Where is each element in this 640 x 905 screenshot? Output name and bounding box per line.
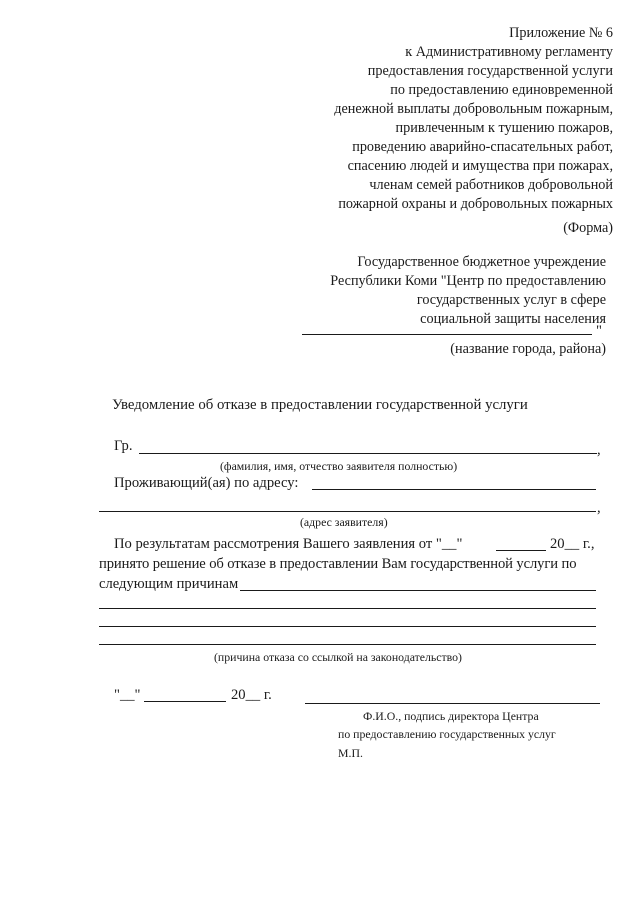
appendix-line: привлеченным к тушению пожаров, [395,120,613,136]
decision-line1: По результатам рассмотрения Вашего заявления от "__" [114,536,463,552]
appendix-line: пожарной охраны и добровольных пожарных [338,196,613,212]
appendix-number: Приложение № 6 [509,25,613,41]
citizen-caption: (фамилия, имя, отчество заявителя полностью) [220,459,458,473]
address-comma: , [597,500,601,516]
addressee-line: Государственное бюджетное учреждение [357,254,606,270]
decision-line3: следующим причинам [99,576,239,592]
appendix-line: по предоставлению единовременной [390,82,613,98]
director-caption: Ф.И.О., подпись директора Центра [363,709,539,723]
appendix-line: денежной выплаты добровольным пожарным, [334,101,613,117]
appendix-line: к Административному регламенту [405,44,613,60]
city-quote: " [596,323,602,339]
city-underline[interactable] [302,334,592,335]
reason-field-line3[interactable] [99,626,596,627]
director-caption-line2: по предоставлению государственных услуг [338,727,556,741]
citizen-comma: , [597,442,601,458]
document-title: Уведомление об отказе в предоставлении государственной услуги [112,397,528,413]
address-label: Проживающий(ая) по адресу: [114,475,299,491]
form-label: (Форма) [563,220,613,236]
city-caption: (название города, района) [450,341,606,357]
stamp-label: М.П. [338,746,363,760]
addressee-line: социальной защиты населения [420,311,606,327]
sign-date-quote: "__" [114,687,141,703]
decision-year: 20__ г., [550,536,595,552]
sign-date-year: 20__ г. [231,687,272,703]
address-caption: (адрес заявителя) [300,515,388,529]
appendix-line: проведению аварийно-спасательных работ, [352,139,613,155]
address-field[interactable] [312,489,596,490]
addressee-line: Республики Коми "Центр по предоставлению [330,273,606,289]
reason-field[interactable] [240,590,596,591]
appendix-line: спасению людей и имущества при пожарах, [347,158,613,174]
appendix-line: предоставления государственной услуги [367,63,613,79]
appendix-line: членам семей работников добровольной [369,177,613,193]
reason-caption: (причина отказа со ссылкой на законодательство) [214,650,462,664]
decision-line2: принято решение об отказе в предоставлении Вам государственной услуги по [99,556,577,572]
reason-field-line2[interactable] [99,608,596,609]
director-signature-field[interactable] [305,703,600,704]
citizen-prefix: Гр. [114,438,133,454]
address-field-line2[interactable] [99,511,596,512]
addressee-line: государственных услуг в сфере [416,292,606,308]
sign-date-field[interactable] [144,701,226,702]
reason-field-line4[interactable] [99,644,596,645]
application-date-field[interactable] [496,550,546,551]
citizen-name-field[interactable] [139,453,597,454]
